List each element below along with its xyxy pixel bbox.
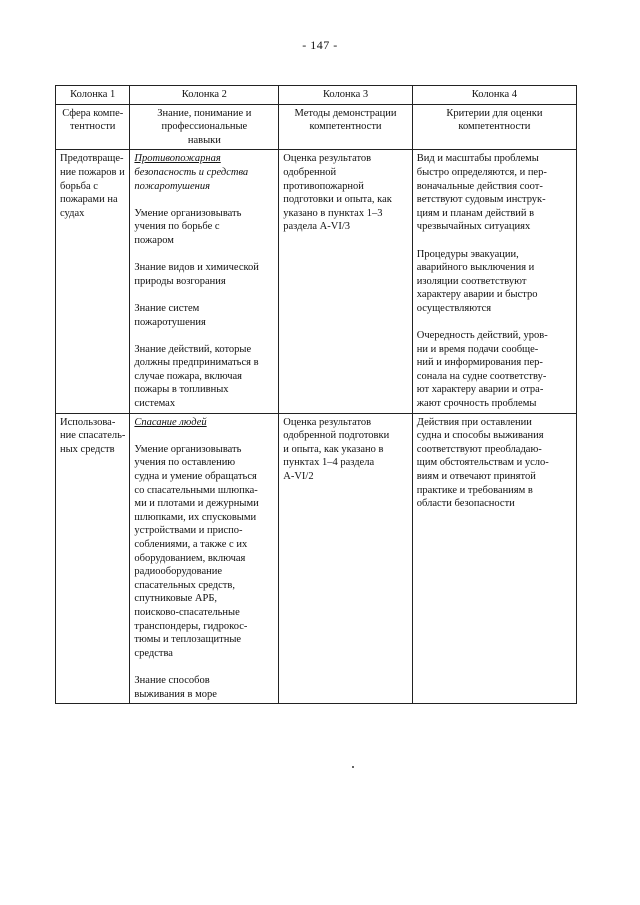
column-number: Колонка 2 bbox=[130, 86, 279, 105]
competence-table bbox=[55, 85, 577, 704]
competence-cell: Предотвраще- ние пожаров и борьба с пожарами на судах bbox=[56, 150, 130, 413]
criteria-cell bbox=[412, 413, 576, 703]
column-number-row bbox=[56, 86, 577, 105]
header-knowledge: Знание, понимание и профессиональные навыки bbox=[130, 104, 279, 150]
criteria-cell bbox=[412, 150, 576, 413]
methods-cell: Оценка результатов одобренной противопожарной подготовки и опыта, как указано в пунктах 1–3 раздела A-VI/3 bbox=[279, 150, 413, 413]
table-row bbox=[56, 413, 577, 703]
knowledge-item: Умение организовывать учения по борьбе с пожаром bbox=[134, 207, 242, 246]
criteria-item: Очередность действий, уров- ни и время подачи сообще- ний и информирования пер- сонала на судне соответству- ют характеру аварии и отра- жают срочность проблемы bbox=[416, 330, 548, 410]
header-row bbox=[56, 104, 577, 150]
competence-cell: Использова- ние спасатель- ных средств bbox=[56, 413, 130, 703]
knowledge-item: Знание действий, которые должны предприниматься в случае пожара, включая пожары в топливных системах bbox=[134, 343, 259, 410]
knowledge-item: Умение организовывать учения по оставлению судна и умение обращаться со спасательными шлюпка- ми и плотами и дежурными шлюпками, их спусковыми устройствами и приспо- соблениями, а также с их оборудованием, включая радиооборудование спасательных средств, спутниковые АРБ, поисково-спасательные транспондеры, гидрокос- тюмы и теплозащитные средства bbox=[134, 443, 259, 659]
criteria-item: Действия при оставлении судна и способы выживания соответствуют преобладаю- щим обстоятельствам и усло- виям и отвечают принятой практике и требованиям в области безопасности bbox=[416, 416, 549, 510]
page-number: - 147 - bbox=[302, 38, 338, 52]
knowledge-item: Знание способов выживания в море bbox=[134, 674, 217, 700]
header-criteria: Критерии для оценки компетентности bbox=[412, 104, 576, 150]
criteria-item: Вид и масштабы проблемы быстро определяются, и пер- воначальные действия соот- ветствуют судовым инструк- циям и планам действий в чрезвычайных ситуациях bbox=[416, 153, 547, 233]
criteria-item: Процедуры эвакуации, аварийного выключения и изоляции соответствуют характеру аварии и быстро осуществляются bbox=[416, 248, 538, 314]
knowledge-item: Знание видов и химической природы возгорания bbox=[134, 262, 259, 287]
stray-dot bbox=[352, 766, 354, 768]
knowledge-title: Спасание людей bbox=[134, 416, 207, 428]
methods-cell: Оценка результатов одобренной подготовки и опыта, как указано в пунктах 1–4 раздела A-VI/2 bbox=[279, 413, 413, 703]
column-number: Колонка 4 bbox=[412, 86, 576, 105]
knowledge-item: Знание систем пожаротушения bbox=[134, 302, 206, 328]
knowledge-title: Противопожарная безопасность и средства пожаротушения bbox=[134, 153, 249, 192]
column-number: Колонка 3 bbox=[279, 86, 413, 105]
header-methods: Методы демонстрации компетентности bbox=[279, 104, 413, 150]
header-competence: Сфера компе- тентности bbox=[56, 104, 130, 150]
column-number: Колонка 1 bbox=[56, 86, 130, 105]
knowledge-cell bbox=[130, 413, 279, 703]
table-row bbox=[56, 150, 577, 413]
knowledge-cell bbox=[130, 150, 279, 413]
